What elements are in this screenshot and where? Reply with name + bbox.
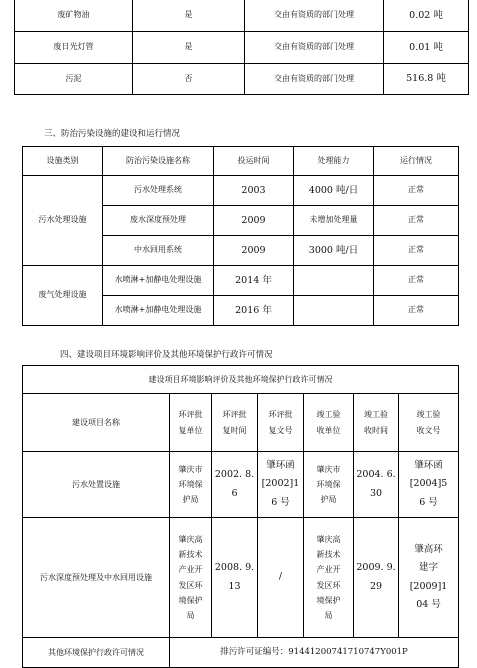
eia-eia-unit-line: 环境保 xyxy=(178,479,203,489)
eia-eia-time-cell xyxy=(212,452,258,518)
eia-header-line: 竣工验 xyxy=(316,410,341,420)
facility-status-cell: 正常 xyxy=(374,266,459,296)
eia-header-row xyxy=(23,394,459,452)
waste-row xyxy=(15,0,469,32)
eia-eia-doc-line: 肇环函 xyxy=(266,460,295,472)
eia-header-line: 复单位 xyxy=(178,425,203,435)
facility-name-cell: 污水处理系统 xyxy=(103,176,214,206)
eia-header-eia-time xyxy=(212,394,258,452)
amount-cell: 0.02 吨 xyxy=(384,0,469,32)
eia-eia-doc-line: 6 号 xyxy=(271,496,290,508)
eia-acc-time-line: 2009. 9. xyxy=(356,562,396,574)
waste-row xyxy=(15,32,469,64)
eia-project-cell: 污水深度预处理及中水回用设施 xyxy=(23,518,170,638)
eia-eia-time-line: 2002. 8. xyxy=(214,469,255,481)
eia-header-line: 环评批 xyxy=(268,410,293,420)
hazardous-cell: 是 xyxy=(133,0,245,32)
eia-header-line: 环评批 xyxy=(222,410,247,420)
eia-header-line: 环评批 xyxy=(178,410,203,420)
eia-header-line: 竣工验 xyxy=(416,410,441,420)
eia-eia-unit-line: 新技术 xyxy=(178,550,203,560)
eia-acc-unit-line: 肇庆市 xyxy=(316,464,341,474)
eia-eia-unit-line: 产业开 xyxy=(178,565,203,575)
eia-acc-unit-line: 肇庆高 xyxy=(316,534,341,544)
eia-acc-doc-line: 6 号 xyxy=(419,496,438,508)
facilities-header-cell: 设施类别 xyxy=(23,147,103,176)
facility-capacity-cell: 4000 吨/日 xyxy=(294,176,374,206)
facility-category-cell: 污水处理设施 xyxy=(23,176,103,266)
eia-eia-unit-line: 境保护 xyxy=(178,595,203,605)
facility-name-cell: 中水回用系统 xyxy=(103,236,214,266)
eia-eia-unit-cell xyxy=(170,518,212,638)
eia-header-line: 竣工验 xyxy=(364,410,388,420)
eia-acc-unit-cell xyxy=(304,452,354,518)
eia-acc-doc-line: [2004]5 xyxy=(409,478,448,490)
eia-table xyxy=(22,365,459,668)
facilities-table xyxy=(22,146,459,326)
waste-name-cell: 污泥 xyxy=(15,64,133,95)
eia-header-acc-unit xyxy=(304,394,354,452)
eia-row xyxy=(23,452,459,518)
eia-table-title: 建设项目环境影响评价及其他环境保护行政许可情况 xyxy=(23,366,459,394)
eia-acc-doc-line: [2009]1 xyxy=(409,580,448,592)
facility-time-cell: 2016 年 xyxy=(214,296,294,326)
facility-name-cell: 水喷淋+加静电处理设施 xyxy=(103,296,214,326)
eia-eia-unit-line: 肇庆高 xyxy=(178,534,203,544)
eia-header-line: 收文号 xyxy=(416,425,441,435)
eia-acc-doc-cell xyxy=(399,518,459,638)
eia-acc-doc-line: 04 号 xyxy=(416,598,441,610)
eia-acc-unit-line: 环境保 xyxy=(316,479,341,489)
facility-name-cell: 水喷淋+加静电处理设施 xyxy=(103,266,214,296)
eia-eia-time-line: 2008. 9. xyxy=(214,562,255,574)
disposal-cell: 交由有资质的部门处理 xyxy=(245,32,384,64)
facility-status-cell: 正常 xyxy=(374,296,459,326)
facility-category-cell: 废气处理设施 xyxy=(23,266,103,326)
eia-eia-unit-cell xyxy=(170,452,212,518)
facility-capacity-cell xyxy=(294,296,374,326)
facility-status-cell: 正常 xyxy=(374,206,459,236)
eia-eia-unit-line: 护局 xyxy=(182,495,199,505)
eia-eia-time-line: 13 xyxy=(228,580,241,592)
hazardous-cell: 是 xyxy=(133,32,245,64)
facilities-header-cell: 防治污染设施名称 xyxy=(103,147,214,176)
facility-time-cell: 2003 xyxy=(214,176,294,206)
facility-status-cell: 正常 xyxy=(374,236,459,266)
eia-eia-time-line: 6 xyxy=(231,487,238,499)
disposal-cell: 交由有资质的部门处理 xyxy=(245,64,384,95)
waste-name-cell: 废日光灯管 xyxy=(15,32,133,64)
other-permit-value: 排污许可证编号：91441200741710747Y001P xyxy=(170,638,459,668)
eia-acc-unit-line: 境保护 xyxy=(316,595,341,605)
eia-acc-unit-line: 局 xyxy=(324,610,333,620)
waste-table xyxy=(14,0,469,95)
eia-acc-time-line: 30 xyxy=(369,487,383,499)
disposal-cell: 交由有资质的部门处理 xyxy=(245,0,384,32)
eia-eia-unit-line: 肇庆市 xyxy=(178,464,203,474)
eia-acc-unit-line: 护局 xyxy=(320,495,337,505)
facilities-header-cell: 运行情况 xyxy=(374,147,459,176)
eia-acc-doc-line: 肇环函 xyxy=(414,460,443,472)
facility-name-cell: 废水深度预处理 xyxy=(103,206,214,236)
eia-header-line: 复文号 xyxy=(268,425,293,435)
eia-project-cell: 污水处置设施 xyxy=(23,452,170,518)
eia-acc-doc-line: 建字 xyxy=(419,562,439,574)
facilities-header-cell: 处理能力 xyxy=(294,147,374,176)
eia-header-acc-doc xyxy=(399,394,459,452)
facility-status-cell: 正常 xyxy=(374,176,459,206)
facility-capacity-cell: 3000 吨/日 xyxy=(294,236,374,266)
eia-acc-doc-cell xyxy=(399,452,459,518)
eia-eia-unit-line: 局 xyxy=(186,610,195,620)
eia-header-line: 复时间 xyxy=(222,425,247,435)
eia-acc-time-line: 2004. 6. xyxy=(356,469,396,481)
waste-row xyxy=(15,64,469,95)
section3-title: 三、防治污染设施的建设和运行情况 xyxy=(44,129,181,139)
eia-acc-time-cell xyxy=(354,452,399,518)
eia-eia-unit-line: 发区环 xyxy=(178,580,203,590)
eia-header-eia-doc xyxy=(258,394,304,452)
amount-cell: 516.8 吨 xyxy=(384,64,469,95)
facility-row xyxy=(23,176,459,206)
eia-header-eia-unit xyxy=(170,394,212,452)
hazardous-cell: 否 xyxy=(133,64,245,95)
eia-eia-doc-line: [2002]1 xyxy=(261,478,300,490)
eia-eia-doc-cell xyxy=(258,518,304,638)
facility-time-cell: 2009 xyxy=(214,206,294,236)
eia-acc-unit-line: 新技术 xyxy=(316,550,341,560)
section4-title: 四、建设项目环境影响评价及其他环境保护行政许可情况 xyxy=(60,350,273,360)
eia-acc-doc-line: 肇高环 xyxy=(414,544,443,556)
facility-capacity-cell: 未增加处理量 xyxy=(294,206,374,236)
facilities-header-row xyxy=(23,147,459,176)
eia-acc-unit-line: 产业开 xyxy=(316,565,341,575)
other-permit-label: 其他环境保护行政许可情况 xyxy=(23,638,170,668)
eia-eia-time-cell xyxy=(212,518,258,638)
eia-eia-doc-cell xyxy=(258,452,304,518)
facilities-header-cell: 投运时间 xyxy=(214,147,294,176)
eia-acc-time-line: 29 xyxy=(369,580,383,592)
eia-title-row xyxy=(23,366,459,394)
facility-capacity-cell xyxy=(294,266,374,296)
eia-eia-doc-line: / xyxy=(278,571,283,583)
waste-name-cell: 废矿物油 xyxy=(15,0,133,32)
eia-header-line: 收时间 xyxy=(364,425,388,435)
eia-header-acc-time xyxy=(354,394,399,452)
facility-time-cell: 2014 年 xyxy=(214,266,294,296)
eia-acc-unit-line: 发区环 xyxy=(316,580,341,590)
eia-acc-unit-cell xyxy=(304,518,354,638)
facility-row xyxy=(23,266,459,296)
eia-header-line: 收单位 xyxy=(316,425,341,435)
eia-row xyxy=(23,518,459,638)
eia-header-project: 建设项目名称 xyxy=(23,394,170,452)
amount-cell: 0.01 吨 xyxy=(384,32,469,64)
eia-acc-time-cell xyxy=(354,518,399,638)
facility-time-cell: 2009 xyxy=(214,236,294,266)
